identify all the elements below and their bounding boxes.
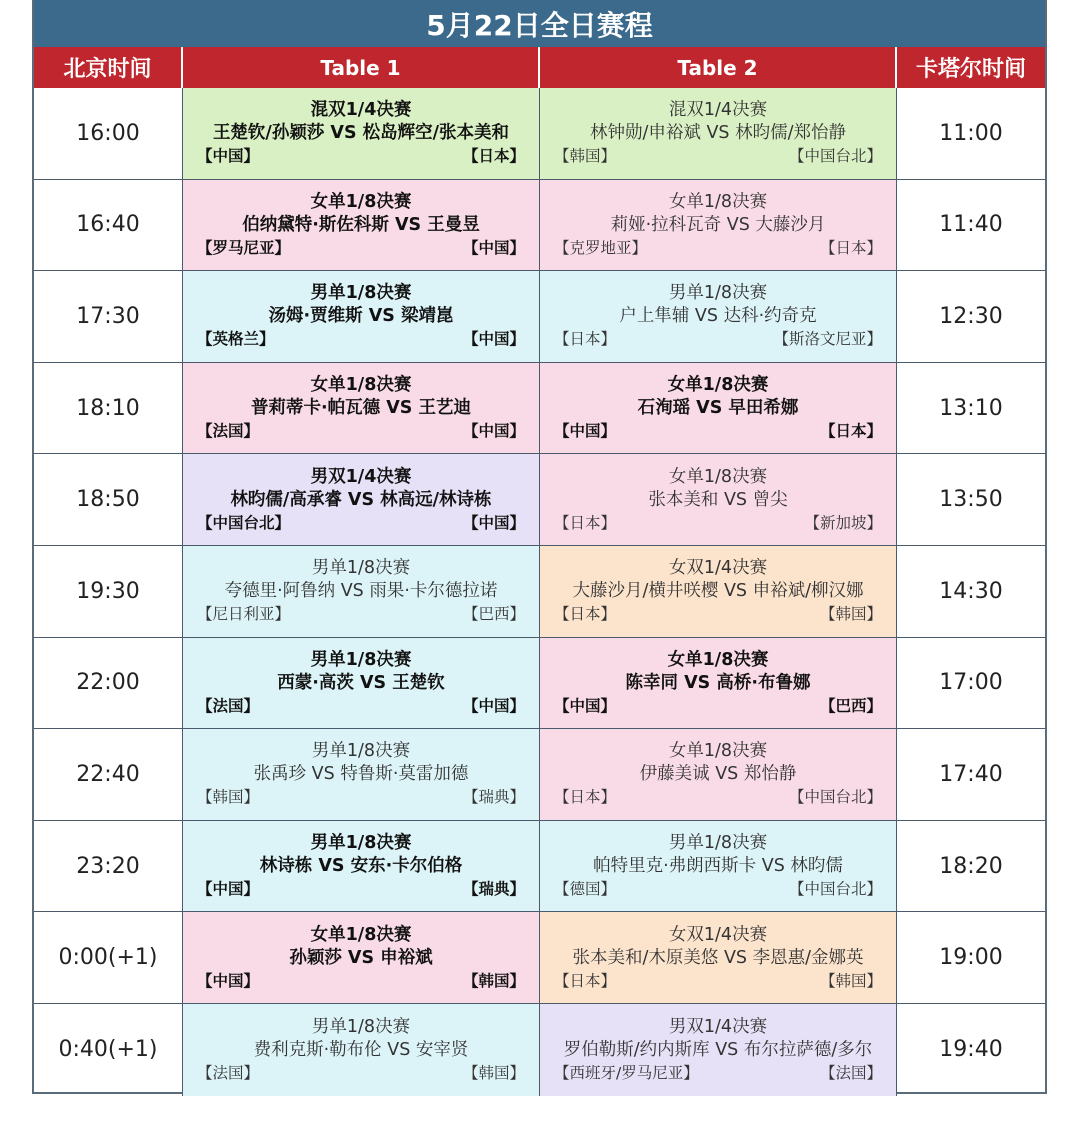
schedule-row (34, 729, 1045, 821)
country-left: 【法国】 (197, 1063, 260, 1082)
table-2-match (540, 821, 897, 912)
country-right: 【瑞典】 (462, 788, 525, 807)
schedule-row (34, 821, 1045, 913)
table-1-match (183, 638, 540, 729)
match-players: 林昀儒/高承睿 VS 林高远/林诗栋 (230, 489, 492, 510)
qatar-time: 13:10 (939, 395, 1003, 421)
country-right: 【中国】 (462, 696, 525, 715)
match-players: 张本美和/木原美悠 VS 李恩惠/金娜英 (572, 947, 864, 968)
beijing-time: 22:00 (34, 638, 183, 729)
match-players: 张本美和 VS 曾尖 (648, 489, 788, 510)
country-left: 【中国】 (197, 147, 260, 166)
match-players: 莉娅·拉科瓦奇 VS 大藤沙月 (610, 214, 826, 235)
page-title: 5月22日全日赛程 (34, 0, 1045, 47)
match-players: 伊藤美诚 VS 郑怡静 (639, 764, 797, 785)
match-countries (546, 970, 890, 992)
country-right: 【巴西】 (819, 696, 882, 715)
match-round: 女单1/8决赛 (310, 924, 412, 945)
match-round: 男单1/8决赛 (311, 1016, 411, 1037)
match-round: 男单1/8决赛 (310, 649, 412, 670)
table-1-match (183, 88, 540, 179)
country-right: 【斯洛文尼亚】 (773, 330, 882, 349)
match-countries (546, 786, 890, 808)
table-2-match (540, 271, 897, 362)
country-right: 【中国】 (462, 238, 525, 257)
table-2-match (540, 1004, 897, 1096)
beijing-time: 18:10 (34, 363, 183, 454)
match-countries (189, 420, 533, 442)
match-round: 男单1/8决赛 (311, 741, 411, 762)
country-left: 【法国】 (197, 696, 260, 715)
country-left: 【日本】 (554, 330, 617, 349)
qatar-time: 18:20 (939, 853, 1003, 879)
table-1-match (183, 821, 540, 912)
country-right: 【瑞典】 (462, 880, 525, 899)
table-1-match (183, 729, 540, 820)
beijing-time: 19:30 (34, 546, 183, 637)
match-round: 男双1/4决赛 (310, 466, 412, 487)
match-countries (546, 695, 890, 717)
table-2-match (540, 454, 897, 545)
country-left: 【中国台北】 (197, 513, 291, 532)
header-qatar-time: 卡塔尔时间 (897, 47, 1045, 88)
beijing-time: 16:00 (34, 88, 183, 179)
qatar-time: 12:30 (939, 303, 1003, 329)
match-countries (189, 878, 533, 900)
country-right: 【新加坡】 (804, 513, 882, 532)
match-round: 男单1/8决赛 (310, 283, 412, 304)
table-2-match (540, 88, 897, 179)
country-left: 【韩国】 (197, 788, 260, 807)
country-right: 【中国】 (462, 330, 525, 349)
header-table-1: Table 1 (183, 47, 540, 88)
table-1-match (183, 180, 540, 271)
match-round: 女单1/8决赛 (668, 741, 768, 762)
match-players: 张禹珍 VS 特鲁斯·莫雷加德 (253, 764, 469, 785)
match-round: 男单1/8决赛 (668, 283, 768, 304)
match-players: 罗伯勒斯/约内斯库 VS 布尔拉萨德/多尔 (563, 1039, 873, 1060)
match-players: 户上隼辅 VS 达科·约奇克 (619, 306, 817, 327)
match-countries (189, 328, 533, 350)
country-left: 【法国】 (197, 422, 260, 441)
match-round: 男单1/8决赛 (668, 833, 768, 854)
qatar-time: 17:00 (939, 670, 1003, 696)
table-2-match (540, 729, 897, 820)
table-1-match (183, 271, 540, 362)
qatar-time: 14:30 (939, 578, 1003, 604)
match-countries (189, 237, 533, 259)
beijing-time: 22:40 (34, 729, 183, 820)
country-left: 【日本】 (554, 605, 617, 624)
schedule-board (32, 0, 1047, 1094)
match-players: 汤姆·贾维斯 VS 梁靖崑 (268, 306, 454, 327)
match-players: 伯纳黛特·斯佐科斯 VS 王曼昱 (242, 214, 480, 235)
schedule-row (34, 454, 1045, 546)
match-countries (189, 512, 533, 534)
country-right: 【日本】 (462, 147, 525, 166)
match-players: 王楚钦/孙颖莎 VS 松岛辉空/张本美和 (212, 123, 510, 144)
qatar-time: 19:40 (939, 1037, 1003, 1063)
country-right: 【日本】 (819, 238, 882, 257)
schedule-row (34, 363, 1045, 455)
schedule-row (34, 912, 1045, 1004)
table-1-match (183, 546, 540, 637)
match-players: 石洵瑶 VS 早田希娜 (637, 398, 799, 419)
country-right: 【日本】 (819, 422, 882, 441)
country-left: 【罗马尼亚】 (197, 238, 291, 257)
country-left: 【日本】 (554, 788, 617, 807)
match-countries (189, 603, 533, 625)
beijing-time: 0:00(+1) (34, 912, 183, 1003)
match-countries (546, 1062, 890, 1084)
match-round: 男单1/8决赛 (310, 833, 412, 854)
match-countries (189, 695, 533, 717)
qatar-time: 11:40 (939, 212, 1003, 238)
qatar-time: 11:00 (939, 120, 1003, 146)
country-left: 【日本】 (554, 513, 617, 532)
match-countries (189, 970, 533, 992)
country-left: 【中国】 (554, 696, 617, 715)
beijing-time: 17:30 (34, 271, 183, 362)
match-countries (546, 237, 890, 259)
match-countries (546, 420, 890, 442)
header-beijing-time: 北京时间 (34, 47, 183, 88)
table-1-match (183, 912, 540, 1003)
qatar-time: 13:50 (939, 487, 1003, 513)
match-round: 女单1/8决赛 (668, 466, 768, 487)
qatar-time: 19:00 (939, 945, 1003, 971)
country-left: 【日本】 (554, 971, 617, 990)
country-right: 【中国】 (462, 422, 525, 441)
match-countries (189, 786, 533, 808)
match-players: 林钟勋/申裕斌 VS 林昀儒/郑怡静 (590, 123, 846, 144)
table-1-match (183, 363, 540, 454)
table-2-match (540, 363, 897, 454)
country-right: 【韩国】 (462, 1063, 525, 1082)
match-round: 女单1/8决赛 (310, 191, 412, 212)
table-1-match (183, 1004, 540, 1096)
beijing-time: 0:40(+1) (34, 1004, 183, 1096)
table-2-match (540, 180, 897, 271)
country-left: 【克罗地亚】 (554, 238, 648, 257)
match-round: 女单1/8决赛 (667, 375, 769, 396)
country-right: 【韩国】 (819, 971, 882, 990)
schedule-row (34, 88, 1045, 180)
country-left: 【韩国】 (554, 147, 617, 166)
qatar-time: 17:40 (939, 761, 1003, 787)
country-right: 【中国台北】 (788, 788, 882, 807)
header-row (34, 47, 1045, 88)
match-round: 女单1/8决赛 (310, 375, 412, 396)
schedule-row (34, 180, 1045, 272)
schedule-row (34, 271, 1045, 363)
country-right: 【韩国】 (819, 605, 882, 624)
match-countries (189, 1062, 533, 1084)
match-round: 女双1/4决赛 (668, 924, 768, 945)
country-right: 【中国】 (462, 513, 525, 532)
table-2-match (540, 546, 897, 637)
match-round: 女双1/4决赛 (668, 558, 768, 579)
beijing-time: 23:20 (34, 821, 183, 912)
country-right: 【巴西】 (462, 605, 525, 624)
country-left: 【中国】 (554, 422, 617, 441)
schedule-row (34, 638, 1045, 730)
country-right: 【法国】 (819, 1063, 882, 1082)
match-players: 西蒙·高茨 VS 王楚钦 (277, 672, 445, 693)
match-players: 陈幸同 VS 高桥·布鲁娜 (625, 672, 811, 693)
match-players: 大藤沙月/横井咲樱 VS 申裕斌/柳汉娜 (572, 581, 864, 602)
country-right: 【中国台北】 (788, 880, 882, 899)
country-left: 【尼日利亚】 (197, 605, 291, 624)
schedule-row (34, 546, 1045, 638)
match-round: 混双1/4决赛 (668, 100, 768, 121)
country-left: 【英格兰】 (197, 330, 275, 349)
schedule-rows (34, 88, 1045, 1096)
match-countries (546, 603, 890, 625)
match-countries (546, 512, 890, 534)
match-players: 费利克斯·勒布伦 VS 安宰贤 (253, 1039, 469, 1060)
match-round: 混双1/4决赛 (310, 100, 412, 121)
match-round: 女单1/8决赛 (667, 649, 769, 670)
table-1-match (183, 454, 540, 545)
match-players: 夸德里·阿鲁纳 VS 雨果·卡尔德拉诺 (224, 581, 498, 602)
match-players: 孙颖莎 VS 申裕斌 (289, 947, 433, 968)
country-left: 【中国】 (197, 971, 260, 990)
country-right: 【韩国】 (462, 971, 525, 990)
match-round: 女单1/8决赛 (668, 191, 768, 212)
match-players: 普莉蒂卡·帕瓦德 VS 王艺迪 (251, 398, 471, 419)
match-countries (546, 328, 890, 350)
country-left: 【德国】 (554, 880, 617, 899)
beijing-time: 16:40 (34, 180, 183, 271)
match-players: 林诗栋 VS 安东·卡尔伯格 (259, 856, 463, 877)
match-players: 帕特里克·弗朗西斯卡 VS 林昀儒 (593, 856, 843, 877)
schedule-row (34, 1004, 1045, 1096)
table-2-match (540, 912, 897, 1003)
match-countries (546, 878, 890, 900)
match-countries (189, 145, 533, 167)
beijing-time: 18:50 (34, 454, 183, 545)
header-table-2: Table 2 (540, 47, 897, 88)
country-left: 【西班牙/罗马尼亚】 (554, 1063, 699, 1082)
match-round: 男双1/4决赛 (668, 1016, 768, 1037)
country-left: 【中国】 (197, 880, 260, 899)
table-2-match (540, 638, 897, 729)
country-right: 【中国台北】 (788, 147, 882, 166)
match-countries (546, 145, 890, 167)
match-round: 男单1/8决赛 (311, 558, 411, 579)
